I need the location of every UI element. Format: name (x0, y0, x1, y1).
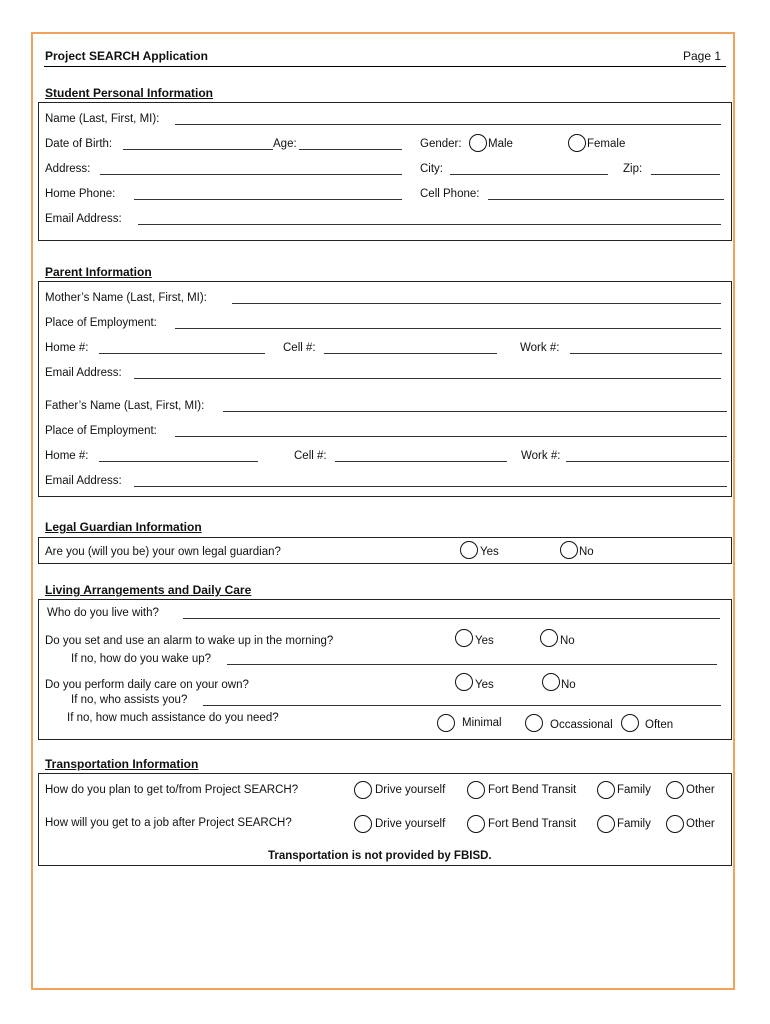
guardian-no-label: No (579, 546, 594, 558)
q1-drive-label: Drive yourself (375, 784, 446, 796)
guardian-no-radio[interactable] (560, 541, 578, 559)
father-employment-label: Place of Employment: (45, 425, 157, 437)
q2-drive-radio[interactable] (354, 815, 372, 833)
age-field[interactable] (299, 139, 402, 150)
live-with-field[interactable] (183, 608, 720, 619)
alarm-yes-label: Yes (475, 635, 494, 647)
father-email-label: Email Address: (45, 475, 122, 487)
header-rule (44, 66, 726, 67)
father-work-field[interactable] (566, 451, 729, 462)
transport-section-title: Transportation Information (45, 757, 199, 771)
father-cell-field[interactable] (335, 451, 507, 462)
living-section-title: Living Arrangements and Daily Care (45, 583, 252, 597)
mother-cell-field[interactable] (324, 343, 497, 354)
occasional-label: Occassional (550, 719, 613, 731)
zip-label: Zip: (623, 163, 643, 175)
female-label: Female (587, 138, 626, 150)
q1-other-label: Other (686, 784, 715, 796)
mother-employment-field[interactable] (175, 318, 721, 329)
student-email-field[interactable] (138, 214, 721, 225)
q2-transit-label: Fort Bend Transit (488, 818, 577, 830)
care-followup-field[interactable] (203, 695, 721, 706)
q1-drive-radio[interactable] (354, 781, 372, 799)
minimal-radio[interactable] (437, 714, 455, 732)
father-home-label: Home #: (45, 450, 89, 462)
home-phone-label: Home Phone: (45, 188, 116, 200)
q2-drive-label: Drive yourself (375, 818, 446, 830)
father-work-label: Work #: (521, 450, 561, 462)
home-phone-field[interactable] (134, 189, 402, 200)
care-yes-radio[interactable] (455, 673, 473, 691)
q1-transit-radio[interactable] (467, 781, 485, 799)
assist-question: If no, how much assistance do you need? (67, 712, 279, 724)
occasional-radio[interactable] (525, 714, 543, 732)
often-label: Often (645, 719, 674, 731)
care-followup-label: If no, who assists you? (71, 694, 188, 706)
transport-q1: How do you plan to get to/from Project SEARCH? (45, 784, 299, 796)
q2-other-label: Other (686, 818, 715, 830)
mother-email-field[interactable] (134, 368, 721, 379)
father-home-field[interactable] (99, 451, 258, 462)
alarm-followup-field[interactable] (227, 654, 717, 665)
guardian-yes-label: Yes (480, 546, 499, 558)
guardian-yes-radio[interactable] (460, 541, 478, 559)
care-no-radio[interactable] (542, 673, 560, 691)
parent-section-box (38, 281, 732, 497)
mother-cell-label: Cell #: (283, 342, 316, 354)
male-label: Male (488, 138, 513, 150)
q1-other-radio[interactable] (666, 781, 684, 799)
city-field[interactable] (450, 164, 608, 175)
care-no-label: No (561, 679, 576, 691)
q2-family-label: Family (617, 818, 651, 830)
transport-note: Transportation is not provided by FBISD. (268, 850, 492, 862)
dob-field[interactable] (123, 139, 273, 150)
name-field[interactable] (175, 114, 721, 125)
guardian-section-title: Legal Guardian Information (45, 520, 202, 534)
father-name-field[interactable] (223, 401, 727, 412)
father-email-field[interactable] (134, 476, 727, 487)
father-cell-label: Cell #: (294, 450, 327, 462)
gender-label: Gender: (420, 138, 462, 150)
form-title: Project SEARCH Application (45, 49, 208, 63)
transport-q2: How will you get to a job after Project SEARCH? (45, 817, 292, 829)
alarm-no-radio[interactable] (540, 629, 558, 647)
mother-work-field[interactable] (570, 343, 722, 354)
mother-name-field[interactable] (232, 293, 721, 304)
alarm-question: Do you set and use an alarm to wake up in the morning? (45, 635, 334, 647)
q2-transit-radio[interactable] (467, 815, 485, 833)
father-employment-field[interactable] (175, 426, 727, 437)
q1-transit-label: Fort Bend Transit (488, 784, 577, 796)
city-label: City: (420, 163, 443, 175)
female-radio[interactable] (568, 134, 586, 152)
care-yes-label: Yes (475, 679, 494, 691)
address-label: Address: (45, 163, 91, 175)
mother-home-label: Home #: (45, 342, 89, 354)
q2-family-radio[interactable] (597, 815, 615, 833)
mother-work-label: Work #: (520, 342, 560, 354)
q1-family-label: Family (617, 784, 651, 796)
q2-other-radio[interactable] (666, 815, 684, 833)
mother-email-label: Email Address: (45, 367, 122, 379)
address-field[interactable] (100, 164, 402, 175)
often-radio[interactable] (621, 714, 639, 732)
alarm-no-label: No (560, 635, 575, 647)
zip-field[interactable] (651, 164, 720, 175)
student-section-title: Student Personal Information (45, 86, 214, 100)
live-with-label: Who do you live with? (47, 607, 159, 619)
male-radio[interactable] (469, 134, 487, 152)
father-name-label: Father’s Name (Last, First, MI): (45, 400, 205, 412)
guardian-question: Are you (will you be) your own legal guardian? (45, 546, 281, 558)
q1-family-radio[interactable] (597, 781, 615, 799)
mother-home-field[interactable] (99, 343, 265, 354)
parent-section-title: Parent Information (45, 265, 152, 279)
alarm-followup-label: If no, how do you wake up? (71, 653, 212, 665)
student-email-label: Email Address: (45, 213, 122, 225)
name-label: Name (Last, First, MI): (45, 113, 160, 125)
alarm-yes-radio[interactable] (455, 629, 473, 647)
dob-label: Date of Birth: (45, 138, 113, 150)
age-label: Age: (273, 138, 297, 150)
minimal-label: Minimal (462, 717, 502, 729)
page-number: Page 1 (683, 49, 722, 63)
cell-phone-label: Cell Phone: (420, 188, 480, 200)
mother-employment-label: Place of Employment: (45, 317, 157, 329)
cell-phone-field[interactable] (488, 189, 724, 200)
mother-name-label: Mother’s Name (Last, First, MI): (45, 292, 207, 304)
care-question: Do you perform daily care on your own? (45, 679, 249, 691)
